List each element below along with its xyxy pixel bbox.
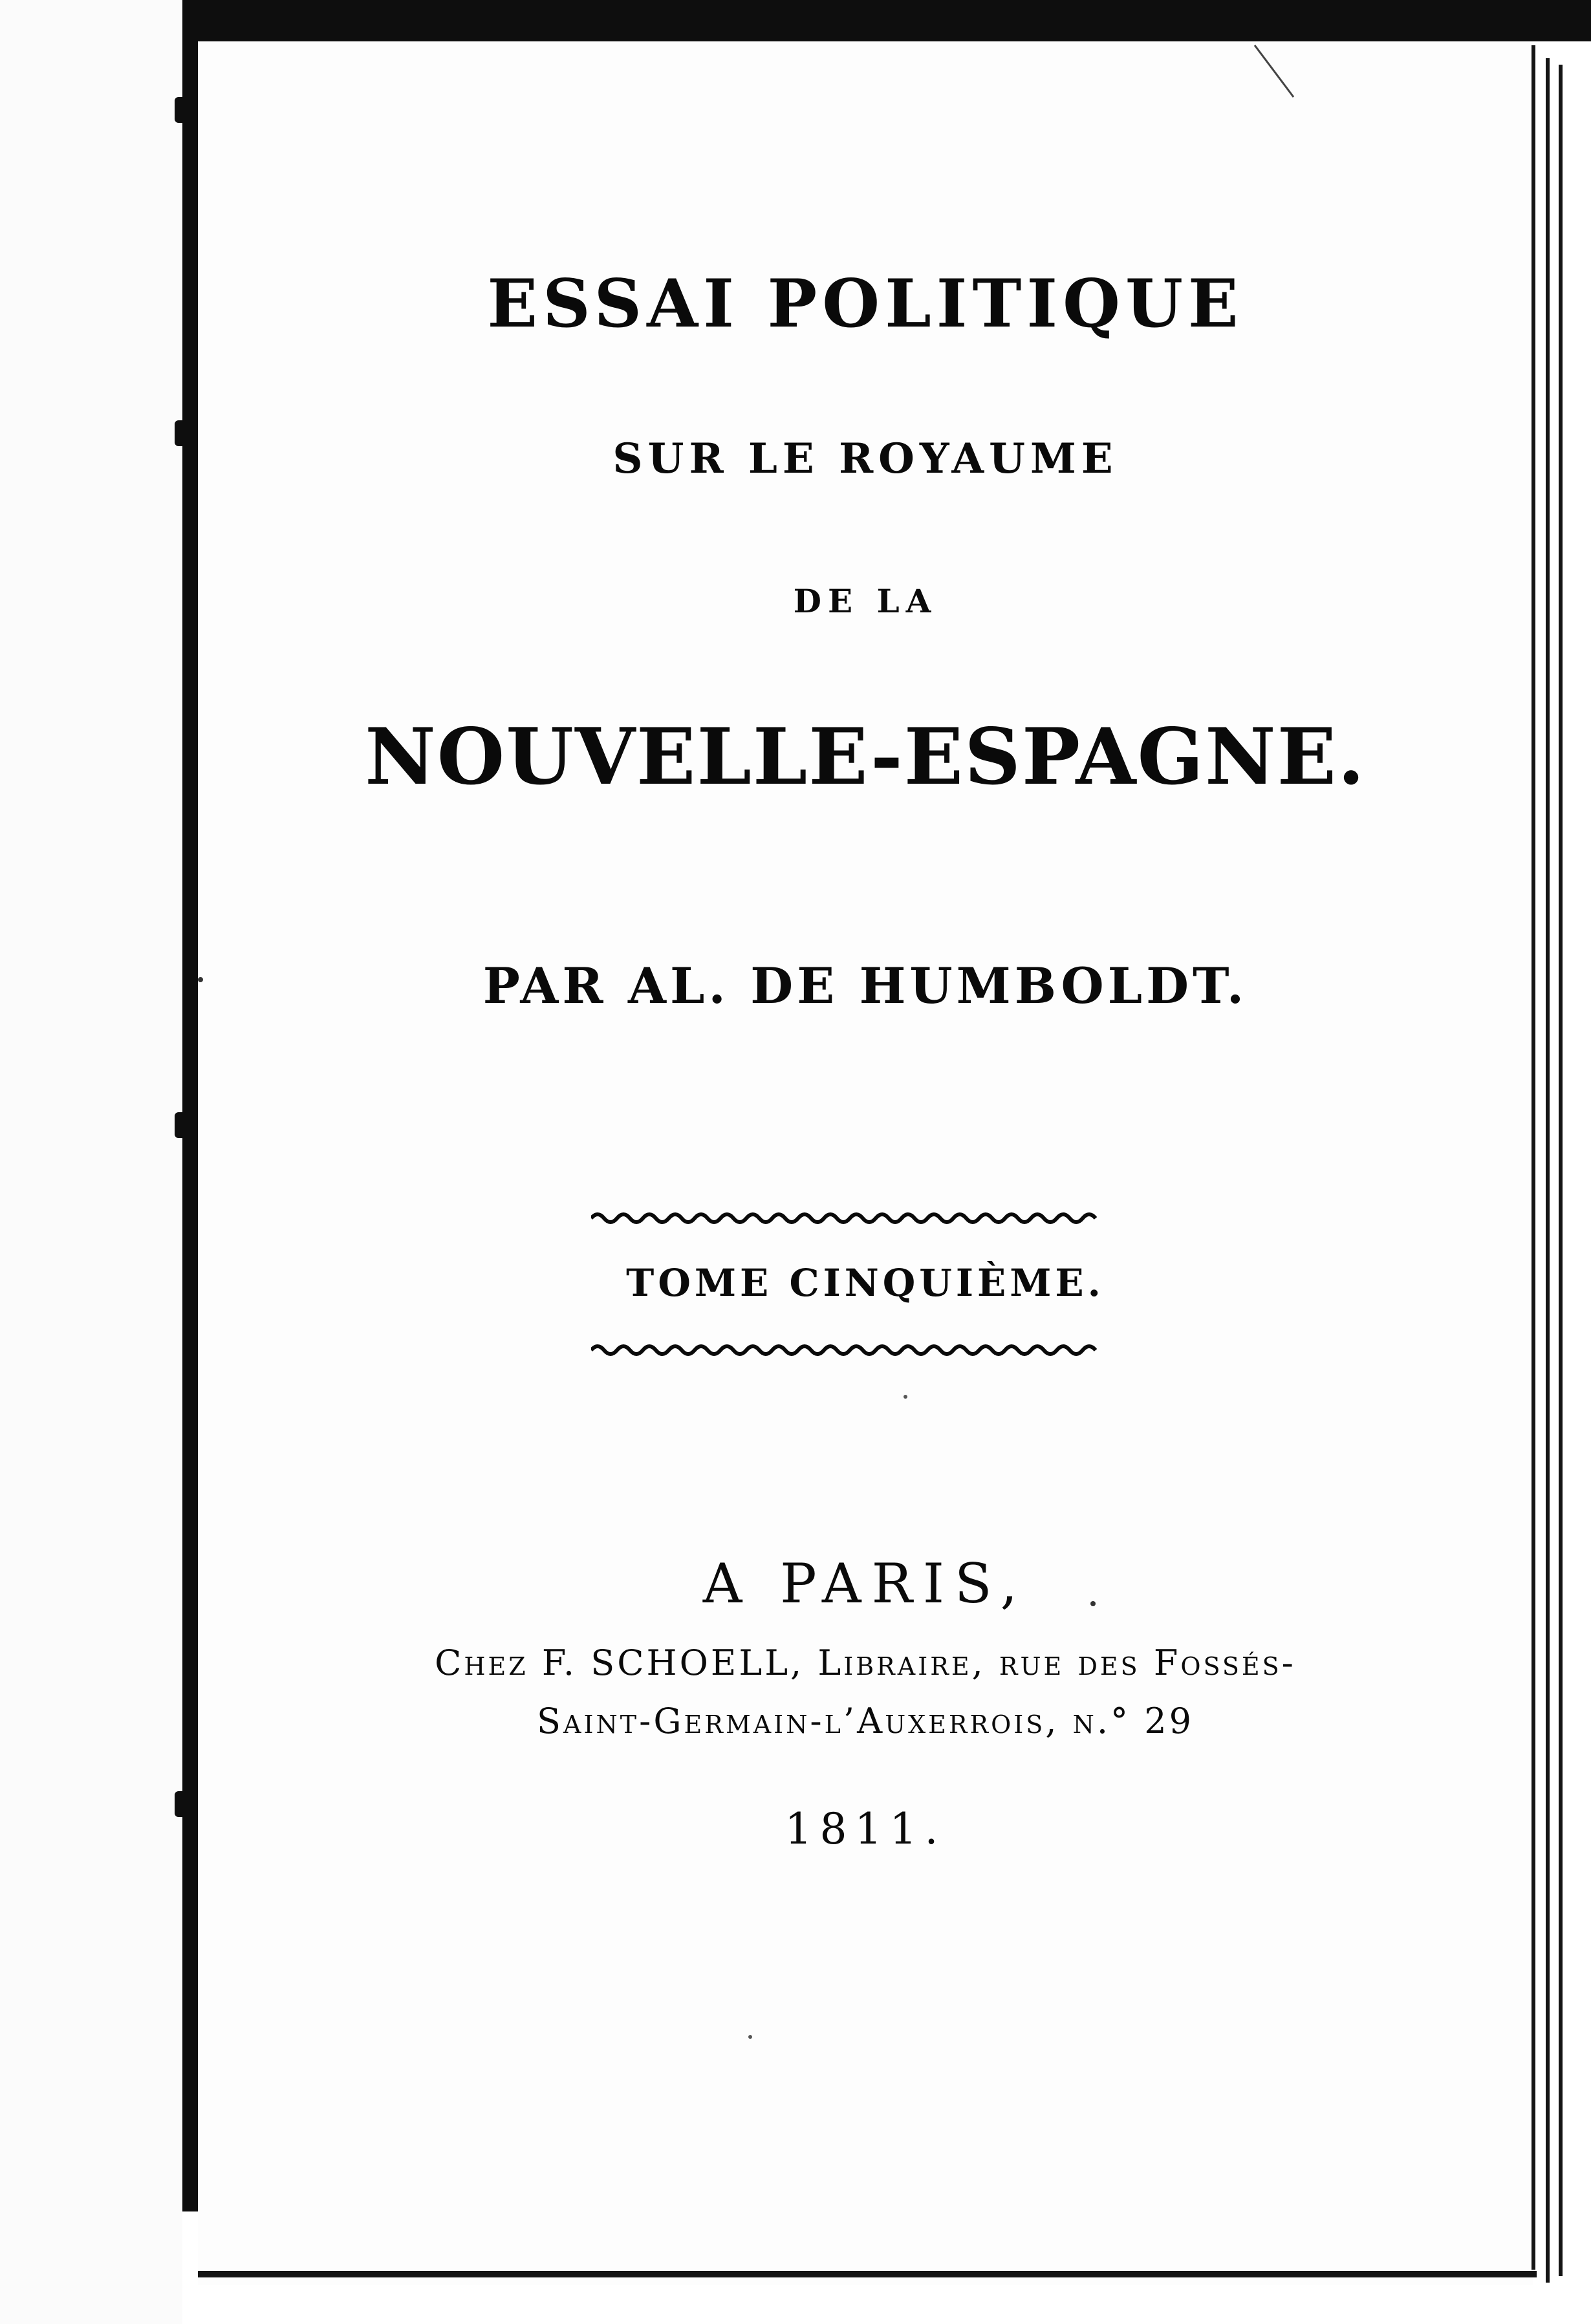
binding-notch [175, 1112, 188, 1138]
imprint-city: A PARIS, [702, 1552, 1028, 1615]
volume-line: TOME CINQUIÈME. [626, 1261, 1105, 1305]
facing-left-page [0, 0, 182, 2324]
publisher-line-1: Chez F. SCHOELL, Libraire, rue des Fossés- [435, 1642, 1296, 1683]
ornamental-rule-bottom [591, 1342, 1102, 1358]
page-edge [1559, 65, 1563, 2276]
binding-notch [175, 1791, 188, 1817]
title-line-de-la: DE LA [793, 582, 938, 620]
title-line-essai-politique: ESSAI POLITIQUE [487, 265, 1244, 343]
author-line: PAR AL. DE HUMBOLDT. [482, 957, 1248, 1015]
binding-notch [175, 420, 188, 446]
publisher-line-2: Saint-Germain-l’Auxerrois, n.° 29 [537, 1701, 1194, 1741]
publication-year: 1811. [785, 1804, 946, 1854]
ornamental-rule-top [591, 1210, 1102, 1226]
binding-notch [175, 97, 188, 123]
page-edge [1546, 58, 1550, 2283]
title-line-nouvelle-espagne: NOUVELLE-ESPAGNE. [365, 711, 1366, 802]
title-page-text [198, 0, 1533, 2324]
title-line-sur-le-royaume: SUR LE ROYAUME [612, 435, 1118, 483]
